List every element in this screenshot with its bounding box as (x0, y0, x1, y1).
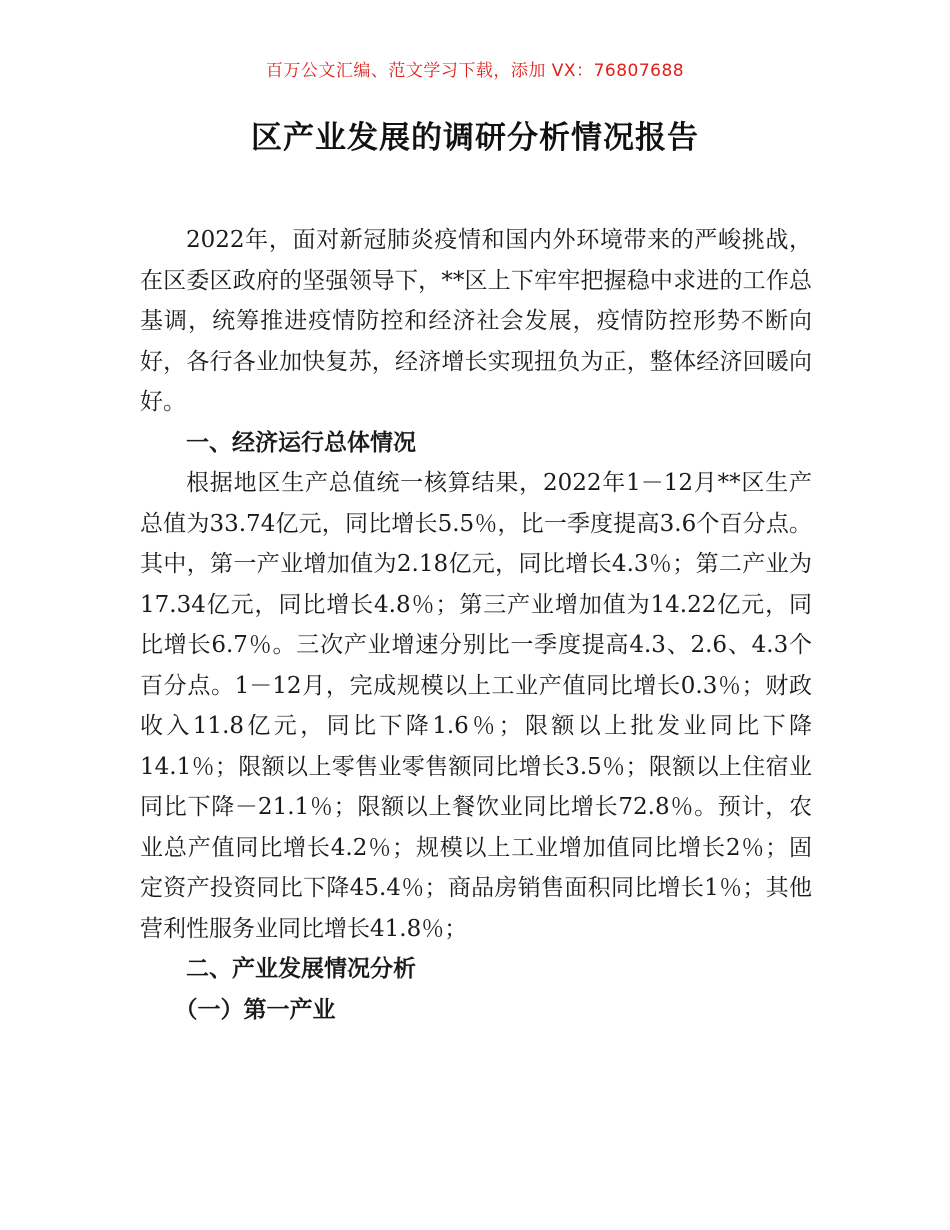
section-heading-1: 一、经济运行总体情况 (186, 429, 416, 456)
subsection-heading-1: （一）第一产业 (174, 996, 336, 1023)
intro-paragraph: 2022年，面对新冠肺炎疫情和国内外环境带来的严峻挑战，在区委区政府的坚强领导下，**区上下牢牢把握稳中求进的工作总基调，统筹推进疫情防控和经济社会发展，疫情防控形势不断向好，各行各业加快复苏，经济增长实现扭负为正，整体经济回暖向好。 (140, 227, 812, 415)
section-heading-2: 二、产业发展情况分析 (186, 956, 416, 982)
section1-paragraph: 根据地区生产总值统一核算结果，2022年1－12月**区生产总值为33.74亿元，同比增长5.5％，比一季度提高3.6个百分点。其中，第一产业增加值为2.18亿元，同比增长4.3％；第二产业为17.34亿元，同比增长4.8％；第三产业增加值为14.22亿元，同比增长6.7％。三次产业增速分别比一季度提高4.3、2.6、4.3个百分点。1－12月，完成规模以上工业产值同比增长0.3％；财政收入11.8亿元，同比下降1.6％；限额以上批发业同比下降14.1％；限额以上零售业零售额同比增长3.5％；限额以上住宿业同比下降－21.1％；限额以上餐饮业同比增长72.8％。预计，农业总产值同比增长4.2％；规模以上工业增加值同比增长2％；固定资产投资同比下降45.4％；商品房销售面积同比增长1％；其他营利性服务业同比增长41.8％； (140, 470, 812, 942)
document-title: 区产业发展的调研分析情况报告 (251, 120, 699, 156)
document-body (140, 220, 812, 1030)
watermark-header: 百万公文汇编、范文学习下载，添加 VX：76807688 (265, 61, 685, 81)
